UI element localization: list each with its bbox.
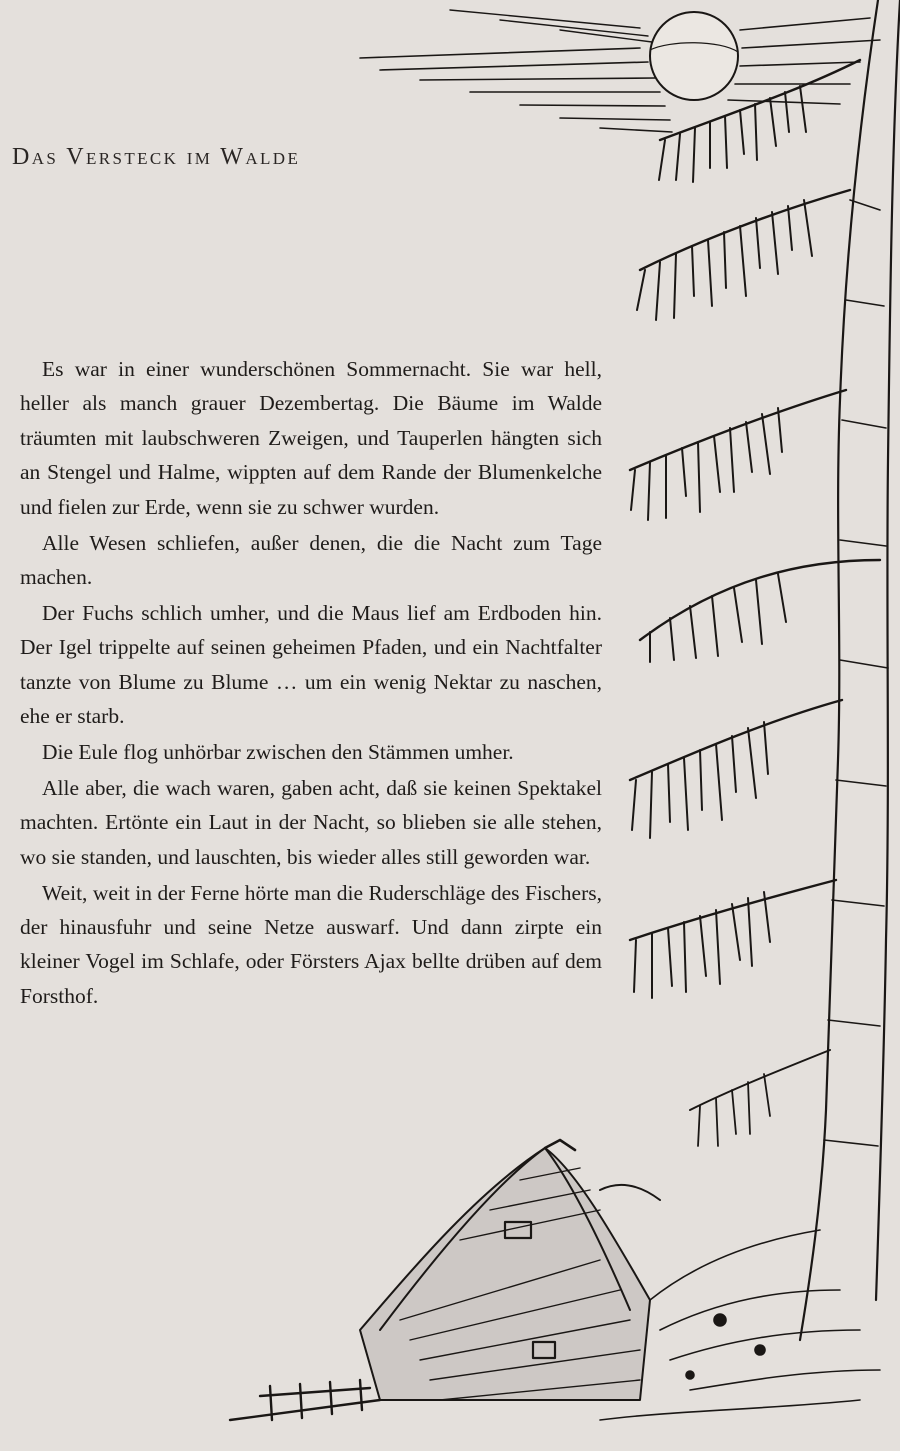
ground [600, 1185, 880, 1420]
tree-branches [630, 60, 880, 1146]
moon-icon [360, 10, 880, 132]
paragraph-1: Es war in einer wunderschönen Sommernacht. Sie war hell, heller als manch grauer Dezembertag. Die Bäume im Walde träumten mit laubschweren Zweigen, und Tauperlen hängten sich an Stengel und Halme, wippten auf dem Rande der Blumenkelche und fielen zur Erde, wenn sie zu schwer wurden. [20, 357, 602, 519]
paragraph-2: Alle Wesen schliefen, außer denen, die die Nacht zum Tage machen. [20, 530, 602, 589]
story-text [20, 352, 602, 1015]
paragraph-4: Die Eule flog unhörbar zwischen den Stämmen umher. [42, 739, 514, 764]
fence [230, 1380, 380, 1420]
chapter-title: Das Versteck im Walde [12, 144, 301, 170]
paragraph-3: Der Fuchs schlich umher, und die Maus lief am Erdboden hin. Der Igel trippelte auf seinen geheimen Pfaden, und ein Nachtfalter tanzte von Blume zu Blume … um ein wenig Nektar zu naschen, ehe er starb. [20, 600, 602, 729]
paragraph-6: Weit, weit in der Ferne hörte man die Ruderschläge des Fischers, der hinausfuhr und seine Netze auswarf. Und dann zirpte ein kleiner Vogel im Schlafe, oder Försters Ajax bellte drüben auf dem Forsthof. [20, 880, 602, 1008]
cottage [360, 1140, 650, 1400]
paragraph-5: Alle aber, die wach waren, gaben acht, daß sie keinen Spektakel machten. Ertönte ein Laut in der Nacht, so blieben sie alle stehen, wo sie standen, und lauschten, bis wieder alles still geworden war. [20, 775, 602, 869]
tree-trunk [800, 0, 900, 1340]
